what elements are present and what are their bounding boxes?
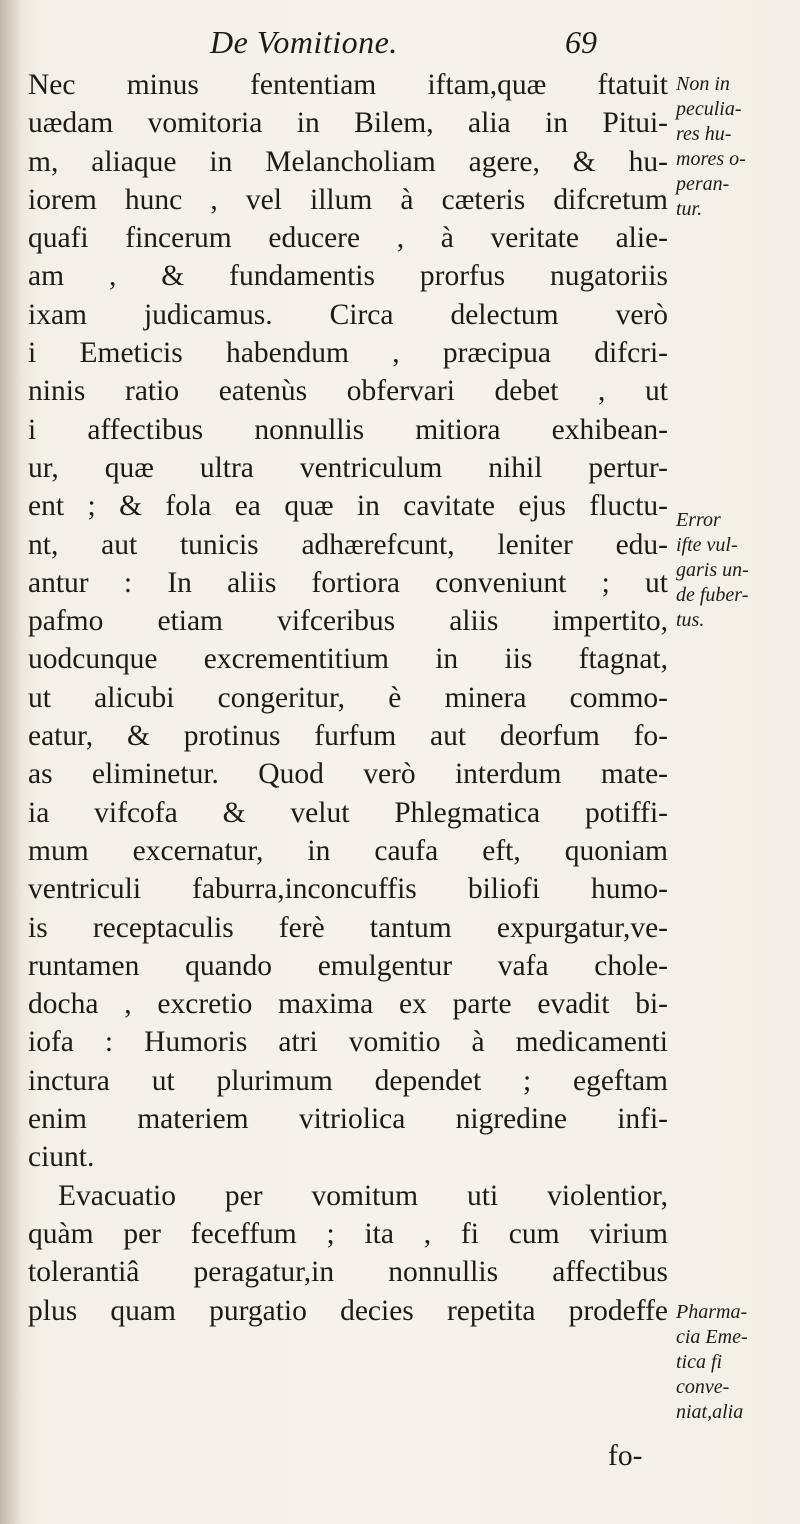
text-line: nt, aut tunicis adhærefcunt, leniter edu- [28,528,668,561]
margin-note-line: cia Eme- [676,1326,748,1348]
margin-note-line: Error [676,509,721,531]
margin-note-line: tus. [676,609,705,631]
text-line: runtamen quando emulgentur vafa chole- [28,949,668,982]
margin-note-line: peran- [676,173,730,195]
margin-note-line: ifte vul- [676,534,738,556]
text-line: antur : In aliis fortiora conveniunt ; ut [28,566,668,599]
margin-note-line: peculia- [676,98,742,120]
text-line: enim materiem vitriolica nigredine infi- [28,1103,668,1136]
margin-note [676,72,794,222]
text-line: Nec minus fententiam iftam,quæ ftatuit [28,69,668,101]
text-line: ventriculi faburra,inconcuffis biliofi humo- [28,873,668,906]
text-line: uædam vomitoria in Bilem, alia in Pitui- [28,107,668,140]
text-line: am , & fundamentis prorfus nugatoriis [28,260,668,293]
margin-note-line: tica fi [676,1351,723,1373]
text-line: ciunt. [28,1141,95,1174]
text-line: ninis ratio eatenùs obfervari debet , ut [28,375,668,408]
margin-note [676,508,794,633]
text-line: pafmo etiam vifceribus aliis impertito, [28,605,668,638]
text-line: m, aliaque in Melancholiam agere, & hu- [28,145,668,178]
text-line: ia vifcofa & velut Phlegmatica potiffi- [28,796,668,829]
text-line: quafi fincerum educere , à veritate alie- [28,222,668,255]
text-line: ent ; & fola ea quæ in cavitate ejus fluctu- [28,490,668,523]
margin-note-line: conve- [676,1376,730,1398]
text-line: i affectibus nonnullis mitiora exhibean- [28,413,668,446]
margin-note-line: mores o- [676,148,746,170]
text-line: mum excernatur, in caufa eft, quoniam [28,834,668,867]
text-line: ur, quæ ultra ventriculum nihil pertur- [28,451,668,484]
text-line: docha , excretio maxima ex parte evadit bi- [28,988,668,1021]
text-line: eatur, & protinus furfum aut deorfum fo- [28,720,668,753]
margin-note [676,1300,794,1425]
margin-note-line: de fuber- [676,584,749,606]
margin-note-line: tur. [676,198,703,220]
text-line: is receptaculis ferè tantum expurgatur,ve- [28,911,668,944]
text-line: plus quam purgatio decies repetita prodeffe [28,1294,668,1327]
margin-note-line: Non in [676,73,730,95]
text-line: uodcunque excrementitium in iis ftagnat, [28,643,668,676]
text-line: quàm per feceffum ; ita , fi cum virium [28,1217,668,1250]
text-line: Evacuatio per vomitum uti violentior, [58,1179,668,1212]
body-text [28,66,668,1330]
text-line: iofa : Humoris atri vomitio à medicamenti [28,1026,668,1059]
text-line: i Emeticis habendum , præcipua difcri- [28,337,668,370]
margin-note-line: niat,alia [676,1401,744,1423]
text-line: tolerantiâ peragatur,in nonnullis affectibus [28,1256,668,1289]
margin-note-line: res hu- [676,123,732,145]
margin-note-line: garis un- [676,559,749,581]
text-line: ixam judicamus. Circa delectum verò [28,298,668,331]
catchword: fo- [608,1440,643,1472]
gutter-shadow [0,0,22,1524]
page-number: 69 [565,24,597,60]
margin-note-line: Pharma- [676,1301,748,1323]
text-line: iorem hunc , vel illum à cæteris difcretum [28,183,668,216]
text-line: ut alicubi congeritur, è minera commo- [28,681,668,714]
text-line: as eliminetur. Quod verò interdum mate- [28,758,668,791]
running-title: De Vomitione. [210,24,398,60]
text-line: inctura ut plurimum dependet ; egeftam [28,1064,668,1097]
page-header [0,18,800,68]
